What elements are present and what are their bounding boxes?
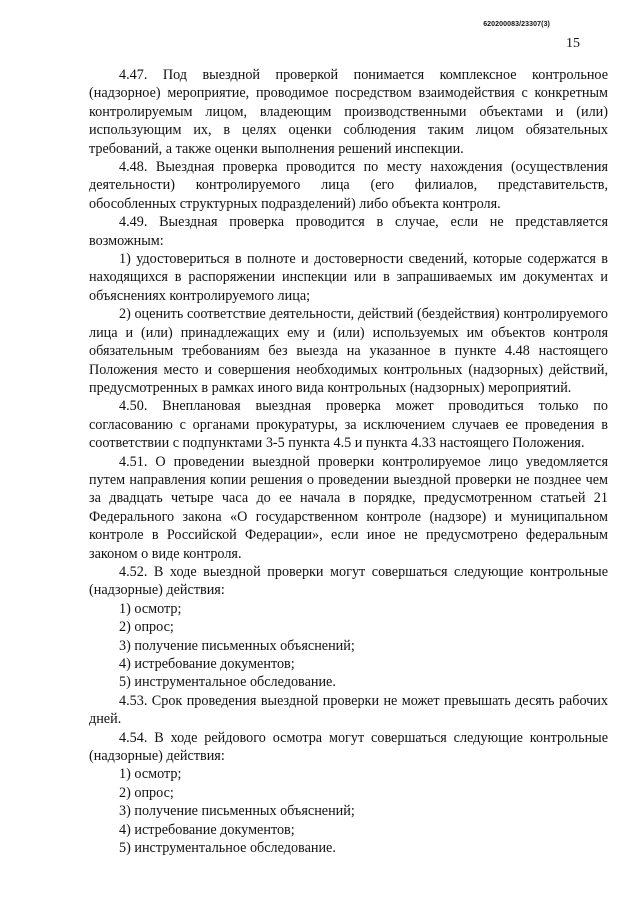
list-item: 4) истребование документов;: [119, 656, 295, 672]
list-item: 3) получение письменных объяснений;: [119, 637, 355, 654]
list-item: 3) получение письменных объяснений;: [119, 803, 355, 820]
paragraph: 4.53. Срок проведения выездной проверки не может превышать десять рабочих дней.: [89, 692, 608, 728]
list-item: 1) осмотр;: [119, 600, 182, 617]
list-item: 4) истребование документов;: [119, 821, 295, 838]
list-item: 1) осмотр;: [119, 766, 182, 783]
page-number: 15: [566, 36, 580, 51]
paragraph: 4.50. Внеплановая выездная проверка может проводиться только по согласованию с органами прокуратуры, за исключением случаев ее проведения в соответствии с подпунктами 3-5 пункта 4.5 и пункта 4.33 настоящего Положения.: [89, 398, 608, 452]
paragraph: 4.51. О проведении выездной проверки контролируемое лицо уведомляется путем направления копии решения о проведении выездной проверки не позднее чем за двадцать четыре часа до ее начала в порядке, предусмотренном статьей 21 Федерального закона «О государственном контроле (надзоре) и муниципальном контроле в Российской Федерации», если иное не предусмотрено федеральным законом о виде контроля.: [89, 453, 608, 562]
paragraph: 4.48. Выездная проверка проводится по месту нахождения (осуществления деятельности) контролируемого лица (его филиалов, представительств, обособленных структурных подразделений) либо объекта контроля.: [89, 159, 608, 212]
paragraph: 2) оценить соответствие деятельности, действий (бездействия) контролируемого лица и (или) принадлежащих ему и (или) используемых им объектов контроля обязательным требованиям без выезда на указанное в пункте 4.48 настоящего Положения место и совершения необходимых контрольных (надзорных) действий, предусмотренных в рамках иного вида контрольных (надзорных) мероприятий.: [89, 306, 608, 396]
paragraph: 4.52. В ходе выездной проверки могут совершаться следующие контрольные (надзорные) действия:: [89, 563, 608, 599]
list-item: 2) опрос;: [119, 619, 174, 636]
document-body: [89, 66, 608, 857]
document-id: 620200083/23307(3): [483, 21, 550, 28]
paragraph: 4.49. Выездная проверка проводится в случае, если не представляется возможным:: [89, 214, 608, 249]
paragraph: 4.54. В ходе рейдового осмотра могут совершаться следующие контрольные (надзорные) действия:: [89, 729, 608, 765]
list-item: 5) инструментальное обследование.: [119, 840, 336, 857]
paragraph: 4.47. Под выездной проверкой понимается комплексное контрольное (надзорное) мероприятие, проводимое посредством взаимодействия с конкретным контролируемым лицом, владеющим производственными объектами и (или) использующим их, в целях оценки соблюдения таким лицом обязательных требований, а также оценки выполнения решений инспекции.: [89, 67, 608, 157]
paragraph: 1) удостовериться в полноте и достоверности сведений, которые содержатся в находящихся в распоряжении инспекции или в запрашиваемых им документах и объяснениях контролируемого лица;: [89, 251, 608, 304]
list-item: 5) инструментальное обследование.: [119, 674, 336, 691]
list-item: 2) опрос;: [119, 784, 174, 801]
